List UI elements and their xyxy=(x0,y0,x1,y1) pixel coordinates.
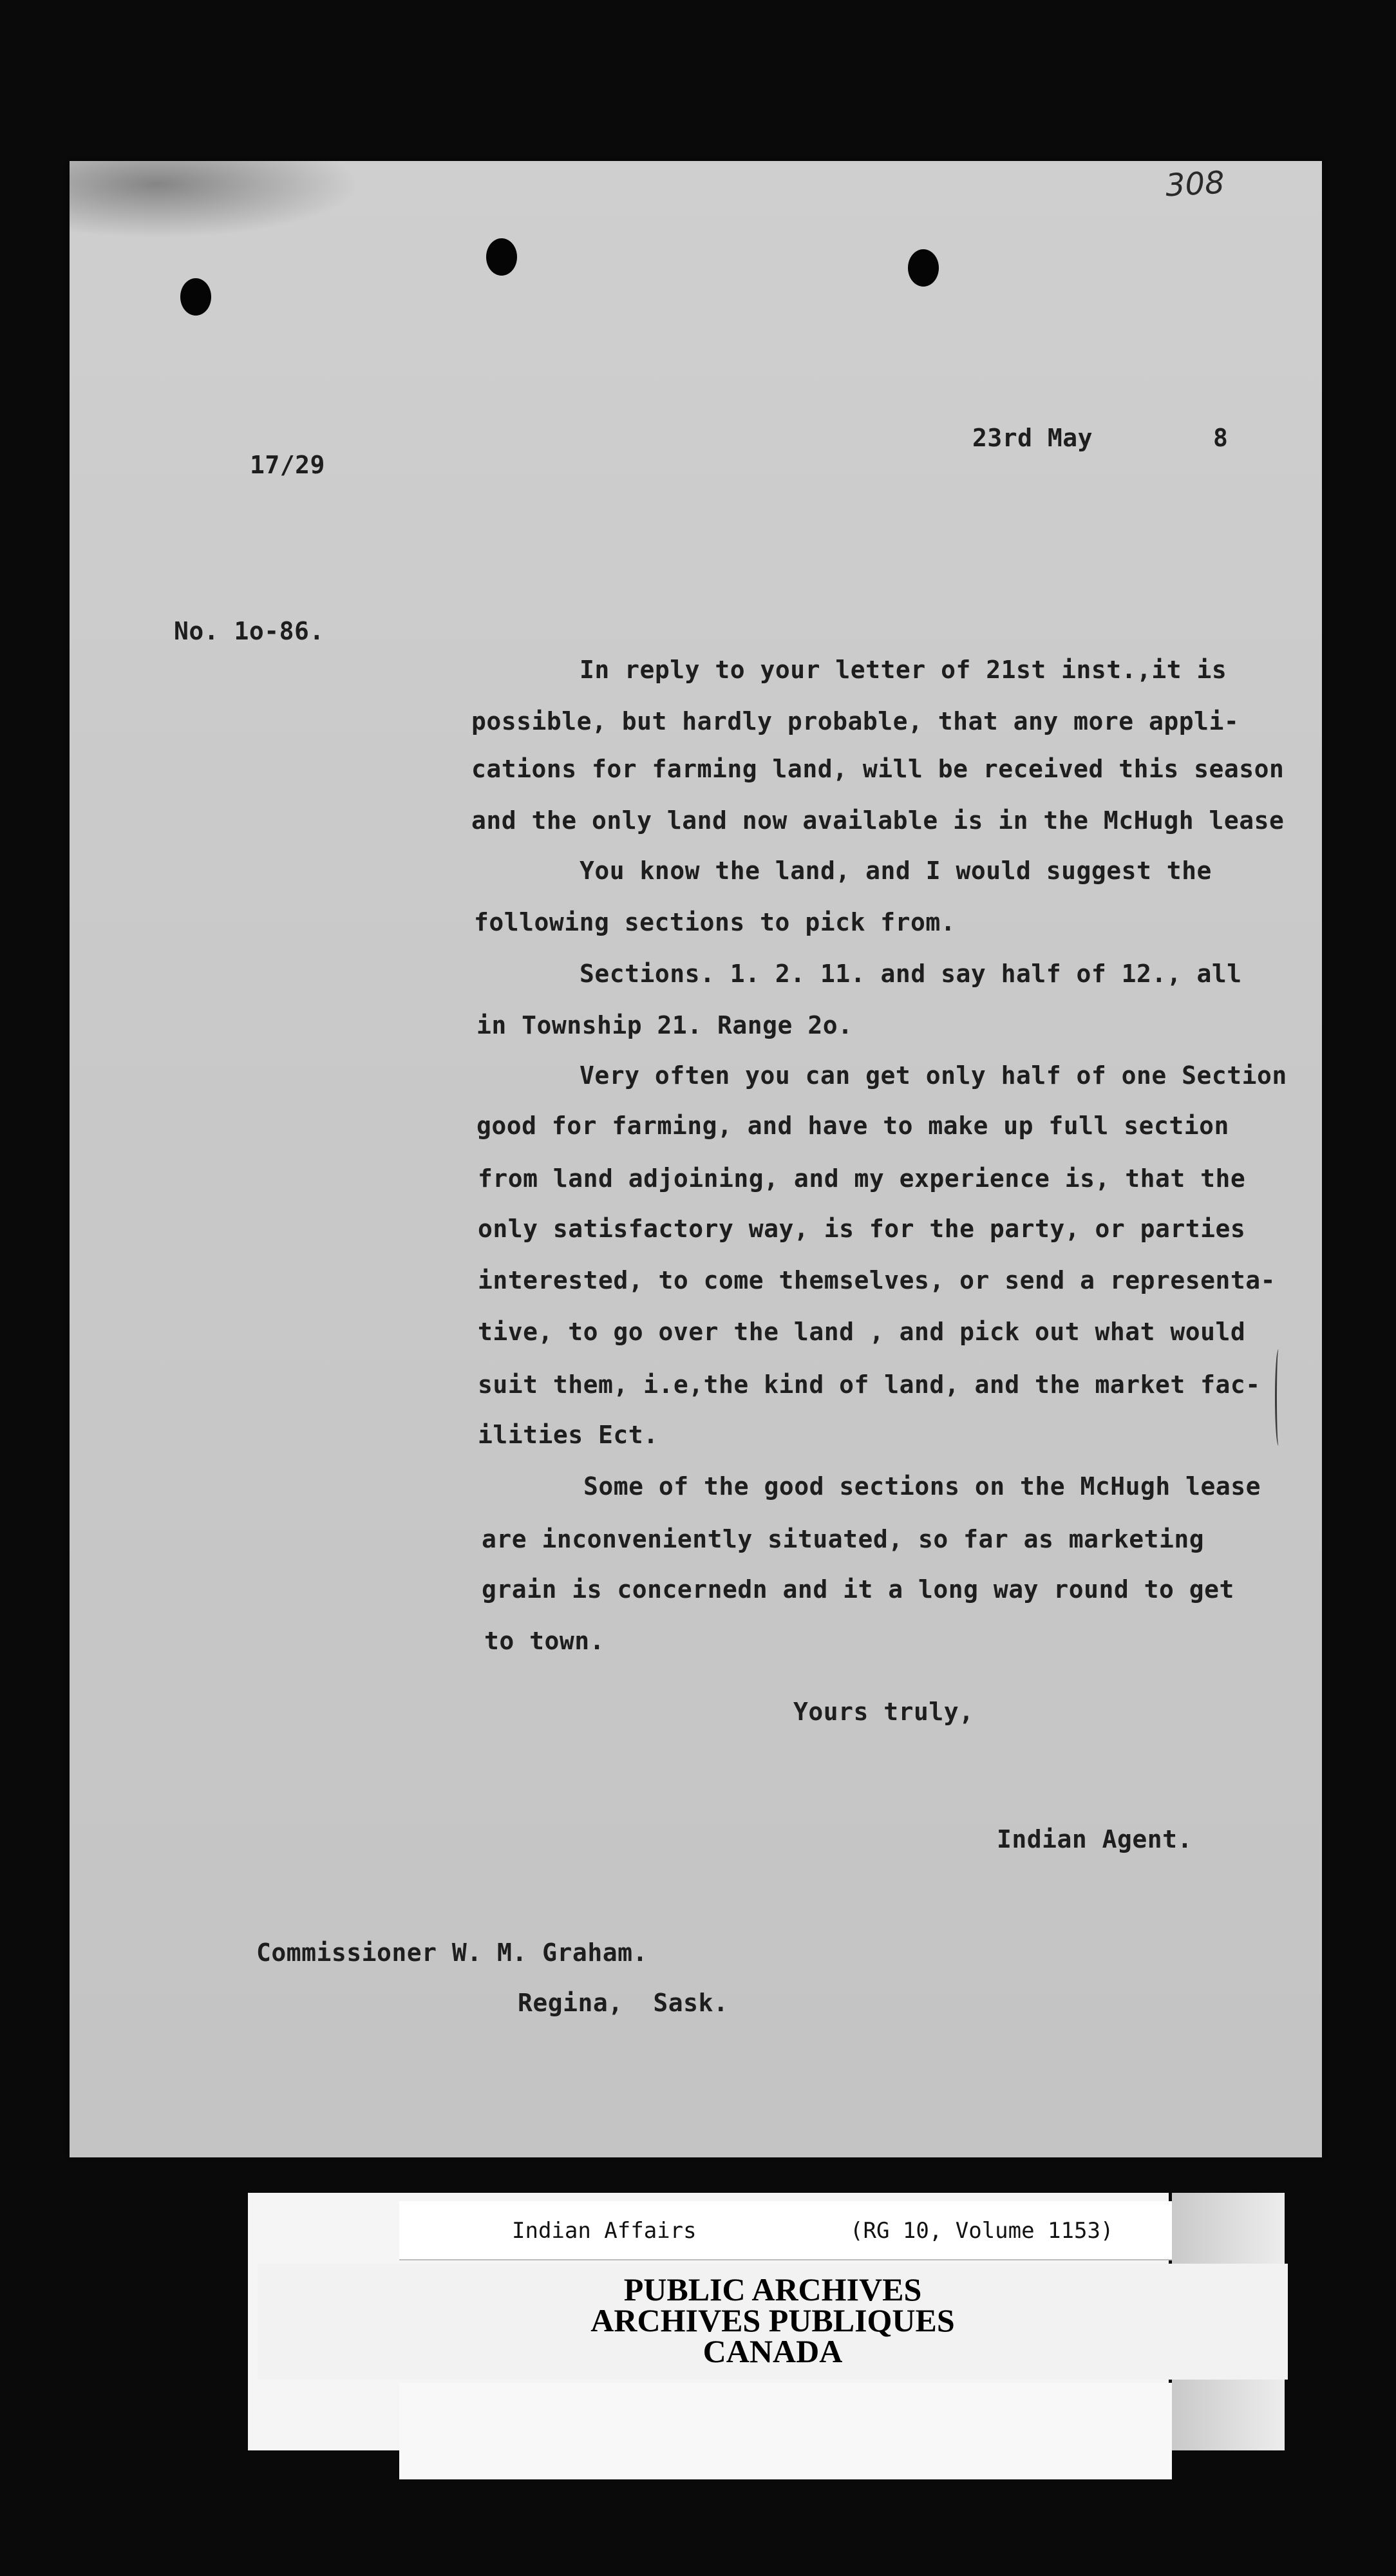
archive-country: CANADA xyxy=(703,2333,843,2369)
signature-title: Indian Agent. xyxy=(997,1825,1193,1853)
body-line: Very often you can get only half of one Section xyxy=(580,1061,1287,1090)
archive-title-en: PUBLIC ARCHIVES xyxy=(623,2271,922,2307)
recipient-name: Commissioner W. M. Graham. xyxy=(256,1938,648,1967)
body-line: cations for farming land, will be received this season xyxy=(471,755,1285,783)
reference-number: No. 1o-86. xyxy=(174,617,325,645)
body-line: You know the land, and I would suggest the xyxy=(580,857,1212,885)
body-line: to town. xyxy=(484,1627,605,1655)
body-line: tive, to go over the land , and pick out what would xyxy=(478,1318,1246,1346)
archive-volume: (RG 10, Volume 1153) xyxy=(850,2218,1114,2244)
body-line: grain is concernedn and it a long way round to get xyxy=(482,1575,1234,1604)
archive-label-header xyxy=(399,2201,1172,2260)
body-line: In reply to your letter of 21st inst.,it is xyxy=(580,656,1227,684)
punch-hole-right xyxy=(908,249,939,287)
body-line: possible, but hardly probable, that any more appli- xyxy=(471,707,1240,735)
date-line: 23rd May 8 xyxy=(972,424,1229,452)
body-line: in Township 21. Range 2o. xyxy=(476,1011,853,1039)
body-line: good for farming, and have to make up full section xyxy=(476,1112,1229,1140)
archive-label-bottom xyxy=(399,2383,1172,2479)
body-line: Some of the good sections on the McHugh lease xyxy=(583,1472,1261,1501)
recipient-address: Regina, Sask. xyxy=(518,1989,729,2017)
archive-title-fr: ARCHIVES PUBLIQUES xyxy=(590,2302,955,2338)
body-line: suit them, i.e,the kind of land, and the market fac- xyxy=(478,1370,1261,1399)
closing-line: Yours truly, xyxy=(793,1698,974,1726)
body-line: are inconveniently situated, so far as marketing xyxy=(482,1525,1205,1553)
body-line: Sections. 1. 2. 11. and say half of 12., all xyxy=(580,960,1242,988)
file-reference: 17/29 xyxy=(250,451,325,479)
margin-pen-mark xyxy=(1275,1349,1282,1446)
folio-number: 308 xyxy=(1164,164,1226,204)
body-line: interested, to come themselves, or send a representa- xyxy=(478,1266,1276,1294)
body-line: only satisfactory way, is for the party, or parties xyxy=(478,1215,1246,1243)
body-line: ilities Ect. xyxy=(478,1421,659,1449)
body-line: following sections to pick from. xyxy=(474,908,956,936)
page-stain xyxy=(70,161,359,238)
punch-hole-center xyxy=(486,238,517,276)
archive-series: Indian Affairs xyxy=(512,2218,697,2244)
punch-hole-left xyxy=(180,278,211,316)
body-line: and the only land now available is in the McHugh lease xyxy=(471,806,1285,835)
body-line: from land adjoining, and my experience is, that the xyxy=(478,1164,1246,1193)
